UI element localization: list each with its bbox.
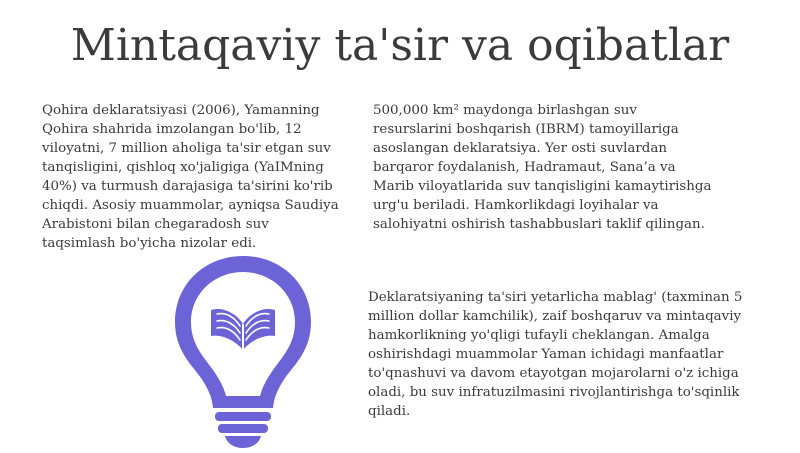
slide-title: Mintaqaviy ta'sir va oqibatlar <box>70 20 730 71</box>
text-block-right-bottom: Deklaratsiyaning ta'siri yetarlicha mablag' (taxminan 5 million dollar kamchilik), zaif boshqaruv va mintaqaviy hamkorlikning yo'qligi tufayli cheklangan. Amalga oshirishdagi muammolar Yaman ichidagi manfaatlar to'qnashuvi va davom etayotgan mojarolarni o'z ichiga oladi, bu suv infratuzilmasini rivojlantirishga to'sqinlik qiladi. <box>368 290 743 419</box>
lightbulb-with-book-icon <box>163 250 323 449</box>
text-block-right-top: 500,000 km² maydonga birlashgan suv resurslarini boshqarish (IBRM) tamoyillariga asoslangan deklaratsiya. Yer osti suvlardan barqaror foydalanish, Hadramaut, Sana’a va Marib viloyatlarida suv tanqisligini kamaytirishga urg'u beriladi. Hamkorlikdagi loyihalar va salohiyatni oshirish tashabbuslari taklif qilingan. <box>373 103 712 232</box>
text-block-left: Qohira deklaratsiyasi (2006), Yamanning Qohira shahrida imzolangan bo'lib, 12 viloyatni, 7 million aholiga ta'sir etgan suv tanqisligini, qishloq xo'jaligiga (YaIMning 40%) va turmush darajasiga ta'sirini ko'rib chiqdi. Asosiy muammolar, ayniqsa Saudiya Arabistoni bilan chegaradosh suv taqsimlash bo'yicha nizolar edi. <box>42 103 339 251</box>
